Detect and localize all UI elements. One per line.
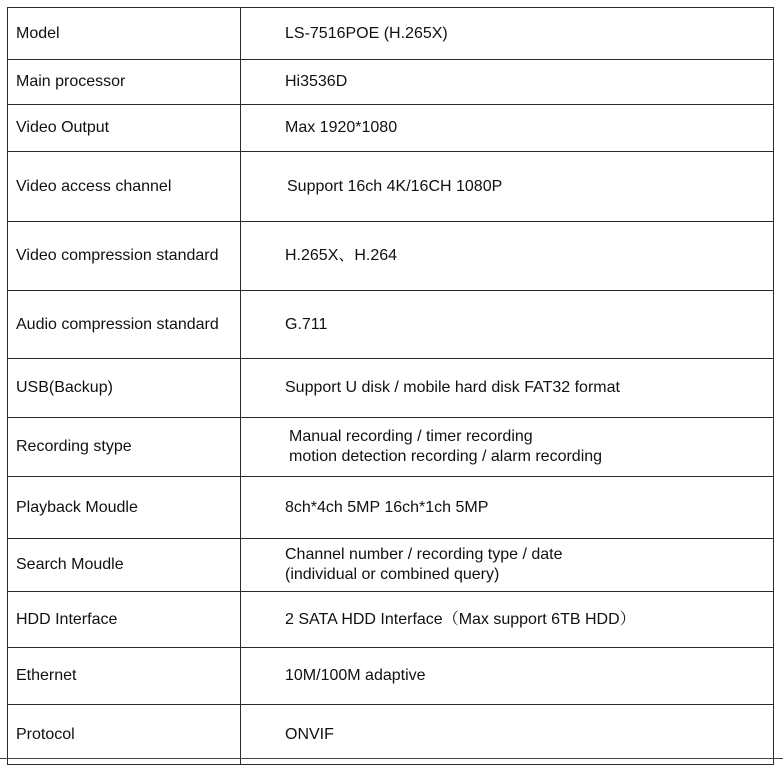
- spec-value-line: Max 1920*1080: [285, 119, 398, 136]
- spec-row: [8, 705, 774, 765]
- spec-label: Audio compression standard: [8, 291, 241, 359]
- spec-label: Model: [8, 8, 241, 60]
- spec-value: [241, 477, 774, 539]
- spec-label: HDD Interface: [8, 592, 241, 648]
- spec-value-line: G.711: [285, 315, 328, 333]
- spec-row: [8, 8, 774, 60]
- spec-value: [241, 359, 774, 418]
- spec-table-body: [8, 8, 774, 765]
- spec-label: Video access channel: [8, 152, 241, 222]
- spec-row: [8, 418, 774, 477]
- spec-value-line: motion detection recording / alarm recording: [289, 448, 603, 465]
- spec-value-line: 10M/100M adaptive: [285, 667, 426, 684]
- spec-label: Ethernet: [8, 648, 241, 705]
- spec-value: [241, 705, 774, 765]
- spec-value-line: Channel number / recording type / date: [285, 546, 563, 563]
- spec-row: [8, 648, 774, 705]
- spec-value: [241, 222, 774, 291]
- spec-row: [8, 359, 774, 418]
- spec-value: [241, 8, 774, 60]
- spec-label: Main processor: [8, 60, 241, 105]
- spec-value: [241, 592, 774, 648]
- spec-table: [7, 7, 774, 765]
- spec-row: [8, 152, 774, 222]
- spec-value-line: 8ch*4ch 5MP 16ch*1ch 5MP: [285, 498, 489, 516]
- spec-row: [8, 539, 774, 592]
- spec-value-line: Hi3536D: [285, 73, 348, 90]
- spec-value-line: 2 SATA HDD Interface（Max support 6TB HDD）: [285, 610, 636, 628]
- spec-row: [8, 105, 774, 152]
- spec-label: Recording stype: [8, 418, 241, 477]
- spec-label: Video Output: [8, 105, 241, 152]
- spec-row: [8, 60, 774, 105]
- spec-value: [241, 418, 774, 477]
- spec-value: [241, 152, 774, 222]
- spec-value: [241, 648, 774, 705]
- bottom-divider: [0, 758, 783, 759]
- spec-label: Search Moudle: [8, 539, 241, 592]
- spec-value-line: (individual or combined query): [285, 566, 500, 583]
- spec-value-line: H.265X、H.264: [285, 247, 398, 264]
- spec-value-line: Manual recording / timer recording: [289, 428, 533, 445]
- spec-label: Protocol: [8, 705, 241, 765]
- spec-value-line: Support U disk / mobile hard disk FAT32 format: [285, 379, 620, 396]
- spec-value: [241, 291, 774, 359]
- spec-label: USB(Backup): [8, 359, 241, 418]
- spec-row: [8, 477, 774, 539]
- spec-value-line: ONVIF: [285, 725, 334, 743]
- spec-value: [241, 539, 774, 592]
- spec-row: [8, 222, 774, 291]
- spec-label: Playback Moudle: [8, 477, 241, 539]
- spec-row: [8, 592, 774, 648]
- spec-value: [241, 60, 774, 105]
- spec-value-line: LS-7516POE (H.265X): [285, 24, 448, 42]
- spec-row: [8, 291, 774, 359]
- spec-label: Video compression standard: [8, 222, 241, 291]
- spec-value-line: Support 16ch 4K/16CH 1080P: [287, 177, 503, 195]
- spec-value: [241, 105, 774, 152]
